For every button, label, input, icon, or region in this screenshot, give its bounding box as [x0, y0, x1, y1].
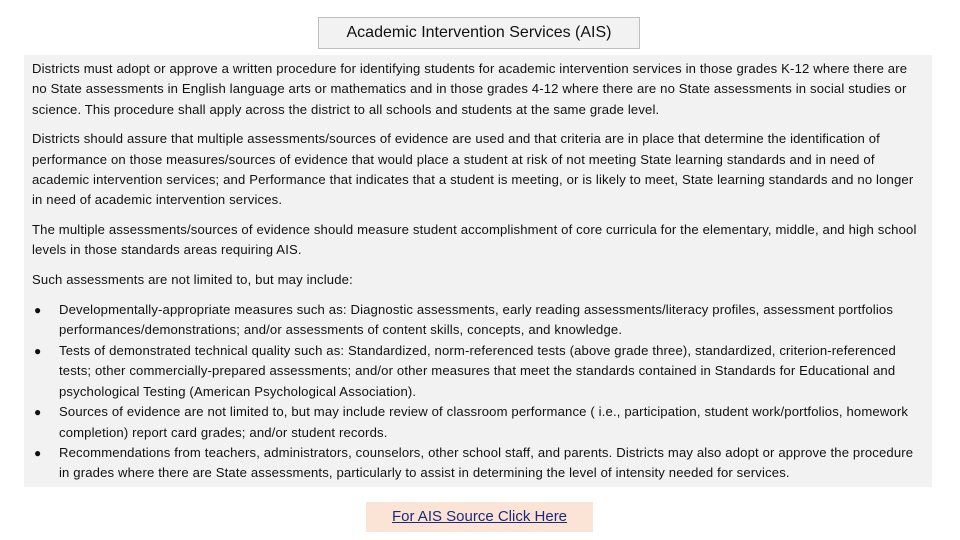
list-item — [32, 341, 924, 402]
bullet-icon: ● — [34, 405, 42, 420]
bullet-icon: ● — [34, 303, 42, 318]
list-item-text: Tests of demonstrated technical quality such as: Standardized, norm-referenced tests (above grade three), standardized, criterion-referenced tests; other commercially-prepared assessments; and/or other measures that meet the standards contained in Standards for Educational and psychological Testing (American Psychological Association). — [59, 342, 896, 399]
paragraph-core-curricula: The multiple assessments/sources of evidence should measure student accomplishment of core curricula for the elementary, middle, and high school levels in those standards areas requiring AIS. — [32, 221, 917, 258]
paragraph-assessments-intro: Such assessments are not limited to, but may include: — [32, 271, 353, 287]
bullet-icon: ● — [34, 343, 42, 358]
page-title: Academic Intervention Services (AIS) — [318, 17, 640, 49]
ais-source-link[interactable]: For AIS Source Click Here — [391, 508, 568, 525]
paragraph-procedure: Districts must adopt or approve a written procedure for identifying students for academic intervention services in those grades K-12 where there are no State assessments in English language arts or mathematics and in those grades 4-12 where there are no State assessments in social studies or science. This procedure shall apply across the district to all schools and students at the same grade level. — [32, 61, 908, 117]
list-item-text: Developmentally-appropriate measures such as: Diagnostic assessments, early reading assessments/literacy profiles, assessment portfolios performances/demonstrations; and/or assessments of content skills, concepts, and knowledge. — [59, 302, 894, 338]
list-item-text: Recommendations from teachers, administrators, counselors, other school staff, and parents. Districts may also adopt or approve the procedure in grades where there are State assessments, particularly to assist in determining the level of intensity needed for services. — [59, 444, 914, 481]
list-item — [32, 443, 924, 484]
list-item — [32, 300, 924, 341]
assessment-list — [32, 300, 924, 484]
paragraph-multiple-assessments: Districts should assure that multiple assessments/sources of evidence are used and that criteria are in place that determine the identification of performance on those measures/sources of evidence that would place a student at risk of not meeting State learning standards and in need of academic intervention services; and Performance that indicates that a student is meeting, or is likely to meet, State learning standards and no longer in need of academic intervention services. — [32, 131, 914, 208]
ais-source-box — [366, 502, 593, 532]
list-item — [32, 402, 924, 443]
content-panel — [24, 55, 932, 487]
list-item-text: Sources of evidence are not limited to, but may include review of classroom performance ( i.e., participation, student work/portfolios, homework completion) report card grades; and/or student records. — [59, 404, 909, 440]
bullet-icon: ● — [34, 445, 42, 460]
